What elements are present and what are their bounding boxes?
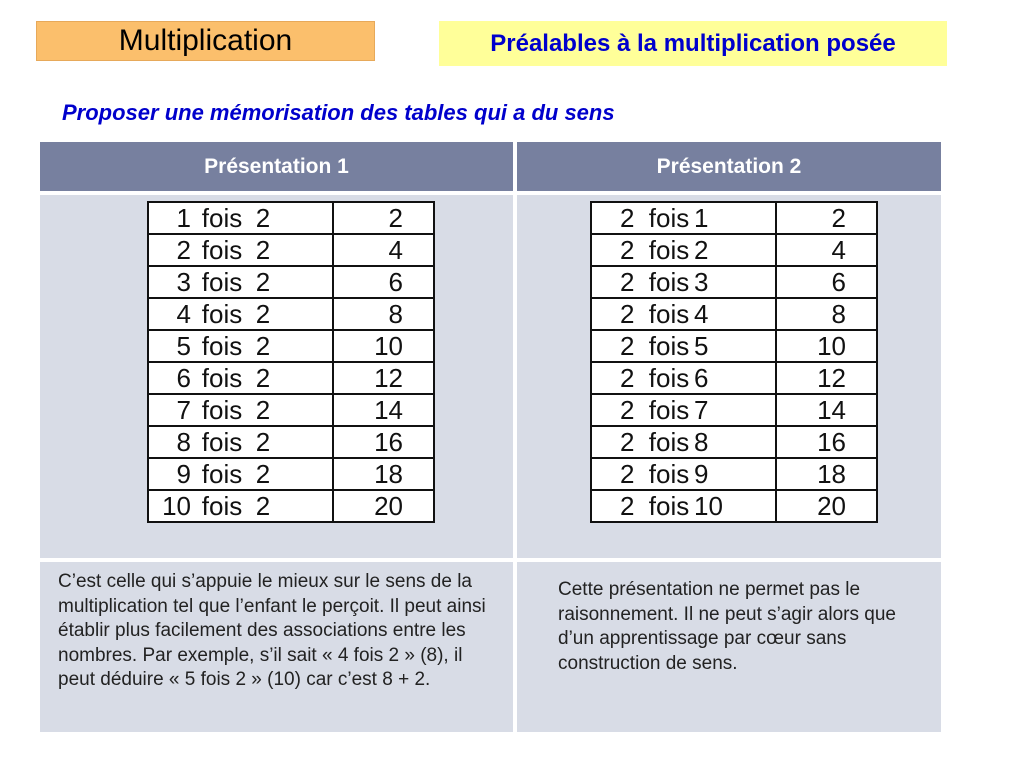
multiplication-label bbox=[148, 298, 333, 330]
table-row bbox=[148, 426, 434, 458]
operand-b: 8 bbox=[694, 427, 709, 457]
operand-a: 2 bbox=[620, 459, 635, 489]
multiplication-label bbox=[591, 266, 776, 298]
operand-word: fois bbox=[648, 459, 690, 489]
table-row bbox=[591, 394, 877, 426]
operand-word: fois bbox=[201, 235, 243, 265]
multiplication-result: 10 bbox=[776, 330, 877, 362]
table-row bbox=[591, 490, 877, 522]
comment-cell-2 bbox=[517, 562, 941, 732]
table-cell-presentation-2 bbox=[517, 195, 941, 558]
table-row bbox=[148, 234, 434, 266]
comment-text-1: C’est celle qui s’appuie le mieux sur le sens de la multiplication tel que l’enfant le perçoit. Il peut ainsi établir plus facilement des associations entre les nombres. Par exemple, s’il sait « 4 fois 2 » (8), il peut déduire « 5 fois 2 » (10) car c’est 8 + 2. bbox=[58, 571, 486, 691]
table-row bbox=[591, 426, 877, 458]
operand-a: 1 bbox=[176, 203, 191, 233]
operand-word: fois bbox=[648, 491, 690, 521]
operand-word: fois bbox=[648, 395, 690, 425]
operand-word: fois bbox=[201, 459, 243, 489]
multiplication-label bbox=[148, 426, 333, 458]
table-row bbox=[591, 202, 877, 234]
intro-text: Proposer une mémorisation des tables qui a du sens bbox=[62, 100, 615, 125]
multiplication-label bbox=[591, 234, 776, 266]
multiplication-result: 8 bbox=[333, 298, 434, 330]
operand-a: 2 bbox=[620, 203, 635, 233]
comparison-table bbox=[38, 142, 941, 732]
operand-word: fois bbox=[201, 363, 243, 393]
operand-b: 2 bbox=[255, 363, 271, 393]
operand-b: 2 bbox=[255, 331, 271, 361]
operand-word: fois bbox=[201, 395, 243, 425]
operand-a: 3 bbox=[176, 267, 191, 297]
multiplication-result: 12 bbox=[776, 362, 877, 394]
multiplication-label bbox=[591, 330, 776, 362]
slide-subtitle: Préalables à la multiplication posée bbox=[439, 21, 947, 66]
operand-b: 1 bbox=[694, 203, 709, 233]
comment-cell-1 bbox=[40, 562, 513, 732]
multiplication-label bbox=[148, 394, 333, 426]
table-row bbox=[591, 330, 877, 362]
multiplication-result: 20 bbox=[333, 490, 434, 522]
table-row bbox=[148, 490, 434, 522]
operand-word: fois bbox=[201, 299, 243, 329]
multiplication-result: 18 bbox=[333, 458, 434, 490]
operand-a: 2 bbox=[176, 235, 191, 265]
multiplication-result: 12 bbox=[333, 362, 434, 394]
operand-b: 10 bbox=[694, 491, 723, 521]
multiplication-result: 2 bbox=[333, 202, 434, 234]
operand-b: 2 bbox=[255, 299, 271, 329]
operand-b: 2 bbox=[255, 491, 271, 521]
table-row bbox=[148, 298, 434, 330]
multiplication-result: 8 bbox=[776, 298, 877, 330]
multiplication-label bbox=[148, 266, 333, 298]
table-row bbox=[591, 266, 877, 298]
multiplication-result: 2 bbox=[776, 202, 877, 234]
operand-b: 2 bbox=[255, 395, 271, 425]
operand-word: fois bbox=[648, 299, 690, 329]
operand-a: 2 bbox=[620, 491, 635, 521]
operand-a: 2 bbox=[620, 299, 635, 329]
operand-a: 9 bbox=[176, 459, 191, 489]
table-cell-presentation-1 bbox=[40, 195, 513, 558]
multiplication-result: 16 bbox=[776, 426, 877, 458]
table-row bbox=[591, 362, 877, 394]
operand-a: 5 bbox=[176, 331, 191, 361]
operand-word: fois bbox=[648, 267, 690, 297]
operand-b: 2 bbox=[255, 267, 271, 297]
operand-a: 2 bbox=[620, 427, 635, 457]
multiplication-result: 6 bbox=[333, 266, 434, 298]
operand-word: fois bbox=[201, 331, 243, 361]
operand-a: 2 bbox=[620, 235, 635, 265]
table-row bbox=[148, 394, 434, 426]
multiplication-label bbox=[148, 234, 333, 266]
table-row bbox=[591, 458, 877, 490]
operand-b: 7 bbox=[694, 395, 709, 425]
operand-a: 2 bbox=[620, 331, 635, 361]
operand-a: 6 bbox=[176, 363, 191, 393]
table-row bbox=[591, 298, 877, 330]
operand-b: 5 bbox=[694, 331, 709, 361]
operand-b: 2 bbox=[255, 459, 271, 489]
multiplication-label bbox=[591, 426, 776, 458]
multiplication-result: 20 bbox=[776, 490, 877, 522]
operand-b: 2 bbox=[255, 427, 271, 457]
operand-b: 9 bbox=[694, 459, 709, 489]
operand-a: 4 bbox=[176, 299, 191, 329]
operand-a: 10 bbox=[162, 491, 191, 521]
slide-title: Multiplication bbox=[36, 21, 375, 61]
operand-a: 2 bbox=[620, 267, 635, 297]
multiplication-result: 4 bbox=[333, 234, 434, 266]
operand-a: 2 bbox=[620, 395, 635, 425]
operand-word: fois bbox=[648, 427, 690, 457]
column-heading-2: Présentation 2 bbox=[517, 142, 941, 191]
operand-b: 3 bbox=[694, 267, 709, 297]
multiplication-label bbox=[591, 298, 776, 330]
multiplication-label bbox=[591, 202, 776, 234]
operand-word: fois bbox=[201, 203, 243, 233]
operand-word: fois bbox=[648, 235, 690, 265]
multiplication-result: 14 bbox=[333, 394, 434, 426]
multiplication-label bbox=[591, 490, 776, 522]
multiplication-label bbox=[148, 330, 333, 362]
operand-word: fois bbox=[648, 203, 690, 233]
table-row bbox=[591, 234, 877, 266]
operand-a: 8 bbox=[176, 427, 191, 457]
multiplication-table-2 bbox=[590, 201, 878, 523]
operand-b: 2 bbox=[255, 235, 271, 265]
operand-b: 2 bbox=[694, 235, 709, 265]
multiplication-label bbox=[148, 362, 333, 394]
column-heading-1: Présentation 1 bbox=[40, 142, 513, 191]
table-row bbox=[148, 202, 434, 234]
multiplication-result: 16 bbox=[333, 426, 434, 458]
operand-b: 2 bbox=[255, 203, 271, 233]
table-row bbox=[148, 362, 434, 394]
operand-a: 2 bbox=[620, 363, 635, 393]
operand-word: fois bbox=[648, 331, 690, 361]
multiplication-label bbox=[591, 394, 776, 426]
comment-text-2: Cette présentation ne permet pas le raisonnement. Il ne peut s’agir alors que d’un apprentissage par cœur sans construction de sens. bbox=[558, 579, 896, 674]
operand-word: fois bbox=[648, 363, 690, 393]
operand-a: 7 bbox=[176, 395, 191, 425]
multiplication-result: 14 bbox=[776, 394, 877, 426]
multiplication-table-1 bbox=[147, 201, 435, 523]
operand-word: fois bbox=[201, 267, 243, 297]
multiplication-label bbox=[148, 458, 333, 490]
multiplication-label bbox=[148, 490, 333, 522]
multiplication-result: 10 bbox=[333, 330, 434, 362]
operand-word: fois bbox=[201, 427, 243, 457]
table-row bbox=[148, 458, 434, 490]
operand-b: 4 bbox=[694, 299, 709, 329]
multiplication-label bbox=[591, 362, 776, 394]
multiplication-label bbox=[148, 202, 333, 234]
table-row bbox=[148, 330, 434, 362]
multiplication-label bbox=[591, 458, 776, 490]
table-row bbox=[148, 266, 434, 298]
operand-word: fois bbox=[201, 491, 243, 521]
multiplication-result: 4 bbox=[776, 234, 877, 266]
multiplication-result: 18 bbox=[776, 458, 877, 490]
multiplication-result: 6 bbox=[776, 266, 877, 298]
operand-b: 6 bbox=[694, 363, 709, 393]
